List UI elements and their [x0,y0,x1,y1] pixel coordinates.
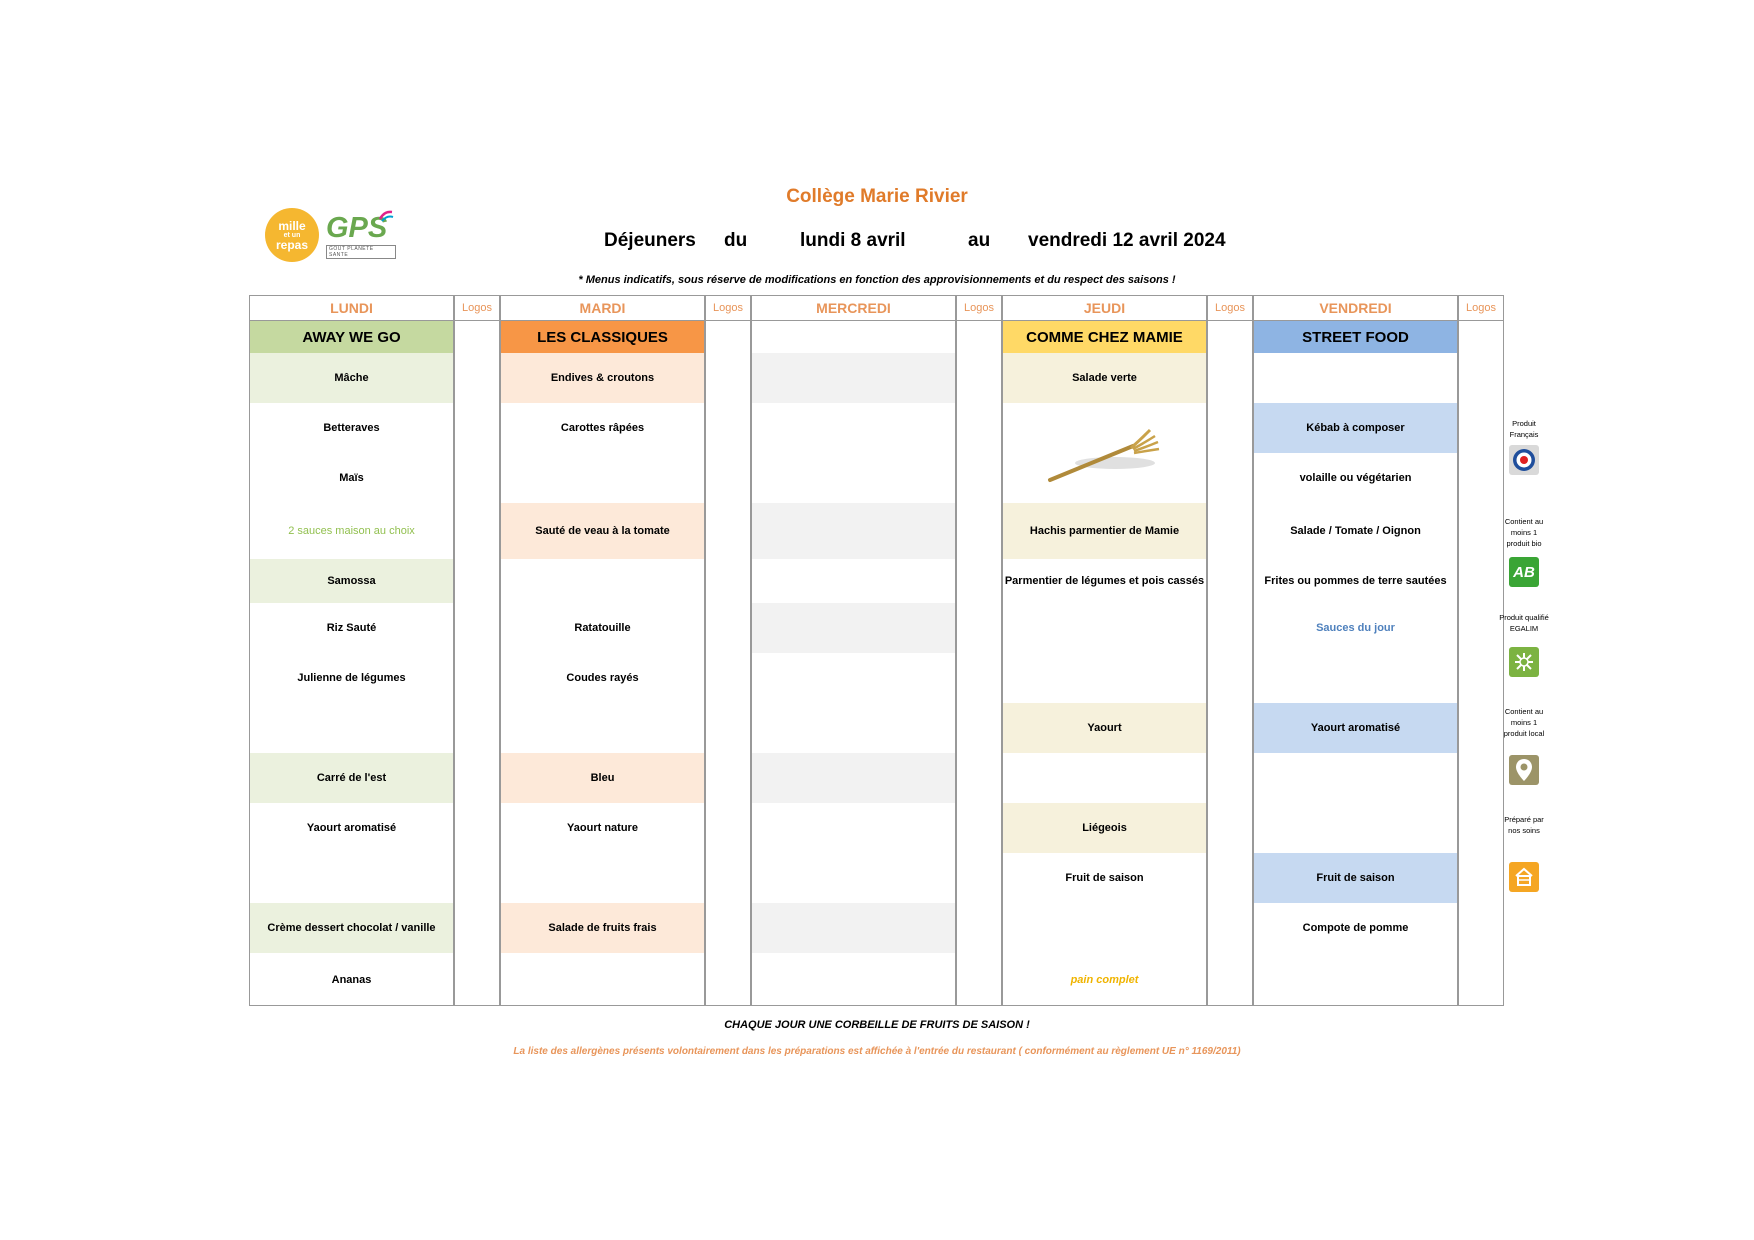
du-label: du [724,230,748,251]
college-title: Collège Marie Rivier [786,186,968,207]
menu-item-jeudi-9: Liégeois [1082,822,1127,834]
menu-item-lundi-12: Ananas [331,973,372,986]
logos-header-jeudi: Logos [1207,295,1253,321]
legend-homemade-label: Préparé par nos soins [1504,815,1544,835]
menu-item-vendredi-4: Frites ou pommes de terre sautées [1264,575,1447,587]
menu-item-jeudi-12: pain complet [1070,973,1139,986]
menu-item-mardi-5: Ratatouille [574,622,631,634]
house-icon [1509,862,1539,892]
legend-bio-label: Contient au moins 1 produit bio [1504,517,1544,548]
legend-french-label: Produit Français [1509,419,1539,439]
menu-item-vendredi-7: Yaourt aromatisé [1310,722,1401,734]
menu-item-mardi-9: Yaourt nature [567,822,638,834]
shade-mercredi-3 [752,503,955,559]
logos-column-vendredi [1458,321,1504,1006]
logos-header-lundi: Logos [454,295,500,321]
theme-vendredi: STREET FOOD [1254,321,1457,353]
gps-logo-letters: GPS [326,212,388,244]
logos-header-mardi: Logos [705,295,751,321]
menu-item-lundi-9: Yaourt aromatisé [306,822,397,834]
day-header-lundi: LUNDI [249,295,454,321]
shade-mercredi-8 [752,753,955,803]
logos-column-mardi [705,321,751,1006]
menu-table [249,295,1504,1006]
logos-header-mercredi: Logos [956,295,1002,321]
start-date: lundi 8 avril [800,230,906,251]
fork-image [1045,418,1165,488]
menu-item-lundi-2: Maïs [339,472,364,484]
day-header-jeudi: JEUDI [1002,295,1207,321]
menu-item-jeudi-10: Fruit de saison [1065,872,1144,884]
mille-logo-line3: repas [275,237,309,252]
menu-item-vendredi-10: Fruit de saison [1316,872,1395,884]
day-header-mardi: MARDI [500,295,705,321]
logos-column-jeudi [1207,321,1253,1006]
menu-item-vendredi-1: Kébab à composer [1306,422,1405,434]
menu-item-lundi-3: 2 sauces maison au choix [288,525,415,537]
menu-item-jeudi-0: Salade verte [1072,372,1137,384]
shade-mercredi-5 [752,603,955,653]
location-pin-icon [1509,755,1539,785]
allergens-footer: La liste des allergènes présents volontairement dans les préparations est affichée à l'entrée du restaurant ( conformément au règlement UE n° 1169/2011) [513,1046,1241,1057]
logos-header-vendredi: Logos [1458,295,1504,321]
theme-jeudi: COMME CHEZ MAMIE [1003,321,1206,353]
menu-item-mardi-1: Carottes râpées [560,422,645,434]
end-date: vendredi 12 avril 2024 [1028,230,1226,251]
legend-egalim-label: Produit qualifié EGALIM [1499,613,1549,633]
theme-mercredi [752,321,955,353]
menu-item-lundi-6: Julienne de légumes [297,672,406,684]
gps-logo [326,212,396,258]
menu-item-vendredi-2: volaille ou végétarien [1299,472,1412,484]
menu-item-vendredi-11: Compote de pomme [1302,922,1409,934]
ab-bio-icon: AB [1509,557,1539,587]
menu-item-mardi-11: Salade de fruits frais [548,922,657,934]
menu-item-mardi-0: Endives & croutons [550,372,655,384]
menu-item-mardi-6: Coudes rayés [566,672,639,684]
menu-item-lundi-1: Betteraves [323,422,380,434]
egalim-icon [1509,647,1539,677]
menu-item-vendredi-5: Sauces du jour [1316,622,1395,634]
shade-mercredi-11 [752,903,955,953]
shade-mercredi-0 [752,353,955,403]
menu-item-lundi-8: Carré de l'est [316,772,387,784]
menu-item-jeudi-3: Hachis parmentier de Mamie [1029,525,1180,537]
menu-item-lundi-5: Riz Sauté [326,622,377,634]
menu-item-lundi-11: Crème dessert chocolat / vanille [267,922,436,934]
theme-mardi: LES CLASSIQUES [501,321,704,353]
menu-item-mardi-8: Bleu [590,772,615,784]
mille-logo-line2: et un [283,231,301,239]
day-header-vendredi: VENDREDI [1253,295,1458,321]
dejeuners-label: Déjeuners [604,230,696,251]
mille-et-un-repas-logo [265,208,319,262]
day-header-mercredi: MERCREDI [751,295,956,321]
theme-lundi: AWAY WE GO [250,321,453,353]
fruits-footer: CHAQUE JOUR UNE CORBEILLE DE FRUITS DE SAISON ! [724,1019,1030,1031]
mille-logo-line1: mille [278,218,306,233]
menu-item-jeudi-7: Yaourt [1087,722,1122,734]
au-label: au [968,230,991,251]
menu-item-jeudi-4: Parmentier de légumes et pois cassés [1004,575,1205,587]
menu-item-lundi-4: Samossa [327,575,376,587]
menu-item-mardi-3: Sauté de veau à la tomate [535,525,670,537]
menu-item-vendredi-3: Salade / Tomate / Oignon [1290,525,1421,537]
gps-accent-icon [378,209,394,223]
menu-item-lundi-0: Mâche [334,372,369,384]
logos-column-lundi [454,321,500,1006]
french-flag-icon [1509,445,1539,475]
gps-logo-subtitle: GOUT PLANETE SANTE [326,245,396,259]
legend-local-label: Contient au moins 1 produit local [1503,707,1545,738]
logos-column-mercredi [956,321,1002,1006]
menu-note: * Menus indicatifs, sous réserve de modifications en fonction des approvisionnements et du respect des saisons ! [578,274,1176,286]
